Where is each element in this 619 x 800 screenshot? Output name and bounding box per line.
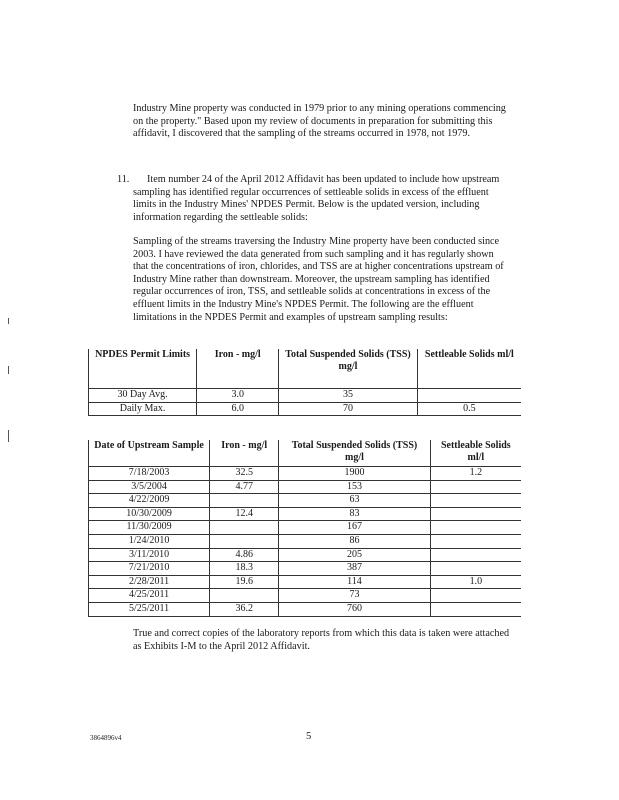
table-cell: 3/11/2010	[89, 548, 210, 562]
table-cell: 7/18/2003	[89, 467, 210, 481]
item11-paragraph: Item number 24 of the April 2012 Affidavit has been updated to include how upstream sampling has identified regular occurrences of settleable solids in excess of the effluent limits in the Industry Mines' NPDES Permit. Below is the updated version, including information regarding the settleable solids:	[133, 174, 500, 223]
table-cell: 114	[279, 575, 430, 589]
table-cell: 73	[279, 589, 430, 603]
column-header: Total Suspended Solids (TSS) mg/l	[279, 349, 417, 389]
column-header: Total Suspended Solids (TSS) mg/l	[279, 440, 430, 467]
table-row	[89, 389, 522, 403]
table-cell	[430, 548, 521, 562]
table-cell: 86	[279, 534, 430, 548]
table-cell: 4.86	[210, 548, 279, 562]
table-cell	[430, 494, 521, 508]
column-header: Settleable Solids ml/l	[417, 349, 521, 389]
table-cell	[430, 534, 521, 548]
table-cell: 387	[279, 562, 430, 576]
table-row	[89, 494, 522, 508]
table-cell: 7/21/2010	[89, 562, 210, 576]
table-row	[89, 402, 522, 416]
table-cell	[430, 521, 521, 535]
column-header: Iron - mg/l	[210, 440, 279, 467]
table-cell	[430, 602, 521, 616]
table-row	[89, 507, 522, 521]
table-header-row	[89, 349, 522, 389]
table-cell: 36.2	[210, 602, 279, 616]
margin-scan-mark	[8, 430, 9, 442]
table-row	[89, 534, 522, 548]
table-row	[89, 480, 522, 494]
table-cell: 760	[279, 602, 430, 616]
table-cell: 3.0	[197, 389, 279, 403]
closing-paragraph: True and correct copies of the laboratory reports from which this data is taken were attached as Exhibits I-M to the April 2012 Affidavit.	[133, 628, 510, 652]
table-cell: 205	[279, 548, 430, 562]
table-cell: 5/25/2011	[89, 602, 210, 616]
table-cell: 1.0	[430, 575, 521, 589]
table-cell: Daily Max.	[89, 402, 197, 416]
table-cell	[210, 521, 279, 535]
table-row	[89, 548, 522, 562]
table-cell	[210, 534, 279, 548]
table-cell: 153	[279, 480, 430, 494]
table-cell: 3/5/2004	[89, 480, 210, 494]
table-cell: 1.2	[430, 467, 521, 481]
table-cell: 6.0	[197, 402, 279, 416]
table-row	[89, 602, 522, 616]
table-row	[89, 467, 522, 481]
table-cell: 0.5	[417, 402, 521, 416]
permit-limits-table	[88, 349, 521, 416]
table-cell: 19.6	[210, 575, 279, 589]
table-cell: 11/30/2009	[89, 521, 210, 535]
table-cell: 32.5	[210, 467, 279, 481]
upstream-sample-table	[88, 440, 521, 617]
table-cell: 1/24/2010	[89, 534, 210, 548]
table-cell: 4.77	[210, 480, 279, 494]
intro-paragraph: Industry Mine property was conducted in 1979 prior to any mining operations commencing on the property." Based upon my review of documents in preparation for submitting this affidavit, I discovered that the sampling of the streams occurred in 1978, not 1979.	[133, 103, 506, 140]
page-number: 5	[306, 731, 312, 742]
table-row	[89, 589, 522, 603]
table-cell: 12.4	[210, 507, 279, 521]
table-cell: 70	[279, 402, 417, 416]
table-cell	[210, 589, 279, 603]
column-header: Settleable Solids ml/l	[430, 440, 521, 467]
table-cell: 10/30/2009	[89, 507, 210, 521]
table-cell	[417, 389, 521, 403]
document-code: 3864896v4	[90, 734, 122, 742]
table-cell: 1900	[279, 467, 430, 481]
quoted-paragraph: Sampling of the streams traversing the Industry Mine property have been conducted since 2003. I have reviewed the data generated from such sampling and it has regularly shown that the concentrations of iron, chlorides, and TSS are at higher concentrations upstream of Industry Mine rather than downstream. Moreover, the upstream sampling has identified regular occurrences of iron, TSS, and settleable solids at concentrations in excess of the effluent limits in the Industry Mine's NPDES Permit. The following are the effluent limitations in the NPDES Permit and examples of upstream sampling results:	[133, 236, 504, 323]
table-cell	[430, 562, 521, 576]
table-cell: 63	[279, 494, 430, 508]
item-number: 11.	[117, 174, 130, 185]
margin-scan-mark	[8, 318, 9, 324]
table-cell	[430, 589, 521, 603]
table-cell	[430, 507, 521, 521]
column-header: Date of Upstream Sample	[89, 440, 210, 467]
table-cell	[430, 480, 521, 494]
margin-scan-mark	[8, 366, 9, 374]
table-cell: 4/25/2011	[89, 589, 210, 603]
table-cell: 35	[279, 389, 417, 403]
table-header-row	[89, 440, 522, 467]
table-cell: 30 Day Avg.	[89, 389, 197, 403]
table-cell: 2/28/2011	[89, 575, 210, 589]
column-header: Iron - mg/l	[197, 349, 279, 389]
column-header: NPDES Permit Limits	[89, 349, 197, 389]
table-cell: 4/22/2009	[89, 494, 210, 508]
table-cell: 167	[279, 521, 430, 535]
table-row	[89, 521, 522, 535]
table-row	[89, 575, 522, 589]
table-cell	[210, 494, 279, 508]
table-cell: 83	[279, 507, 430, 521]
table-row	[89, 562, 522, 576]
table-cell: 18.3	[210, 562, 279, 576]
